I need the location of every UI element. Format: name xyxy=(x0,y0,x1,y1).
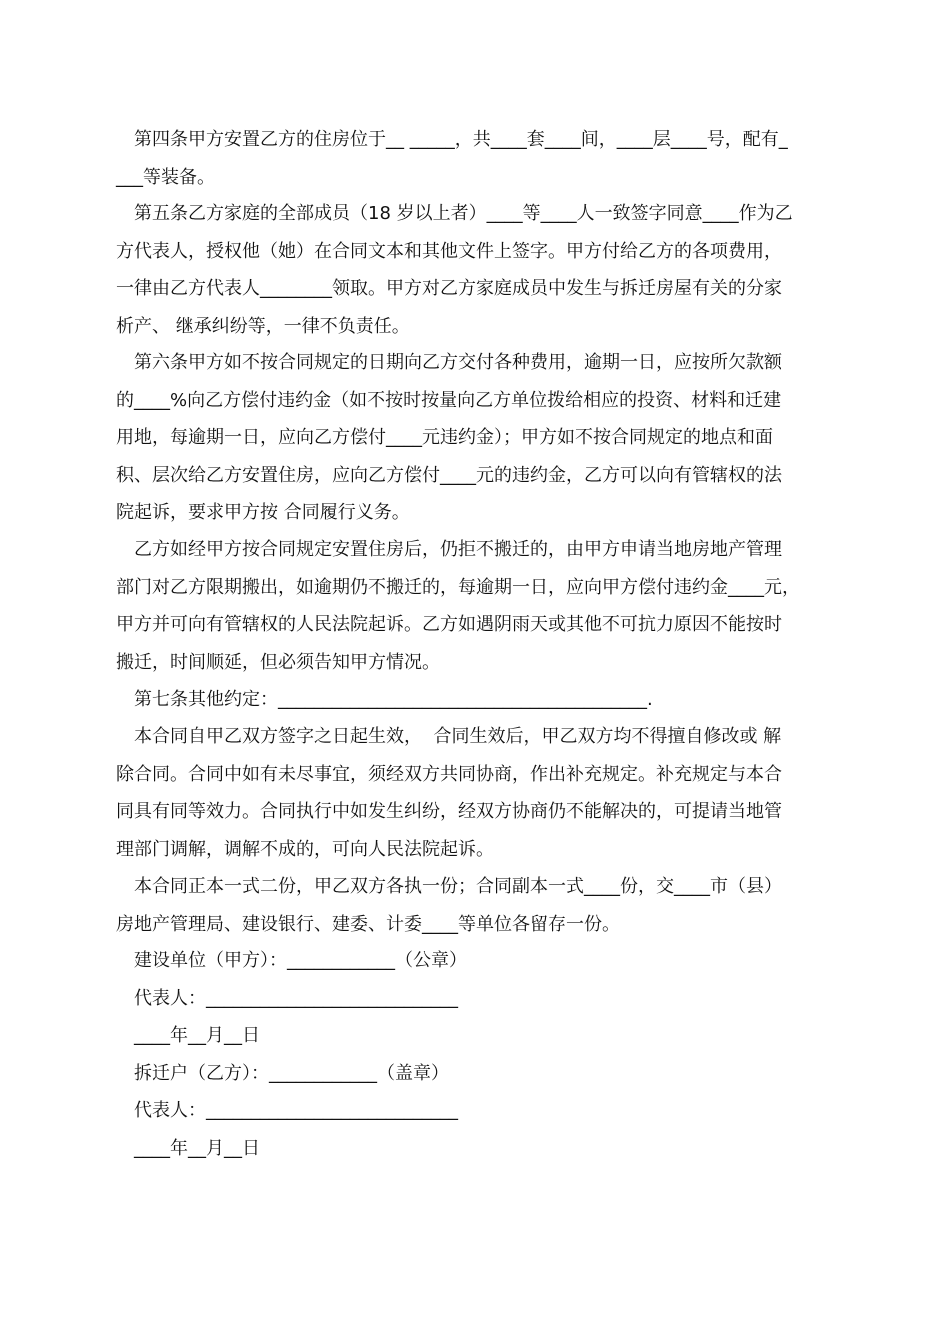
text-line: 部门对乙方限期搬出，如逾期仍不搬迁的，每逾期一日，应向甲方偿付违约金____元， xyxy=(116,576,800,598)
text-line: 用地，每逾期一日，应向乙方偿付____元违约金）；甲方如不按合同规定的地点和面 xyxy=(116,427,773,448)
paragraph-article-7 xyxy=(116,681,846,719)
text-line: 积、层次给乙方安置住房，应向乙方偿付____元的违约金，乙方可以向有管辖权的法 xyxy=(116,464,782,486)
party-b-signature-line: 拆迁户（乙方）：____________（盖章） xyxy=(134,1063,449,1084)
text-line: 同具有同等效力。合同执行中如发生纠纷，经双方协商仍不能解决的，可提请当地管 xyxy=(116,801,782,822)
text-line: 析产、 继承纠纷等，一律不负责任。 xyxy=(116,315,410,337)
paragraph-article-4 xyxy=(116,121,846,196)
party-a-date-line: ____年__月__日 xyxy=(134,1025,260,1046)
text-line: 院起诉，要求甲方按 合同履行义务。 xyxy=(116,502,410,523)
text-line: 一律由乙方代表人________领取。甲方对乙方家庭成员中发生与拆迁房屋有关的分家 xyxy=(116,278,782,299)
text-line: 房地产管理局、建设银行、建委、计委____等单位各留存一份。 xyxy=(116,913,620,935)
text-line: 方代表人，授权他（她）在合同文本和其他文件上签字。甲方付给乙方的各项费用， xyxy=(116,240,782,262)
paragraph-article-6 xyxy=(116,344,846,532)
text-line: 第七条其他约定：_________________________________________. xyxy=(134,689,653,710)
paragraph-effectiveness xyxy=(116,718,846,868)
paragraph-article-5 xyxy=(116,195,846,345)
text-line: 除合同。合同中如有未尽事宜，须经双方共同协商，作出补充规定。补充规定与本合 xyxy=(116,763,782,785)
text-line: 本合同自甲乙双方签字之日起生效， 合同生效后，甲乙双方均不得擅自修改或 解 xyxy=(134,726,782,747)
text-line: 搬迁，时间顺延，但必须告知甲方情况。 xyxy=(116,651,440,673)
paragraph-copies xyxy=(116,868,846,943)
text-line: 第四条甲方安置乙方的住房位于__ _____，共____套____间，____层____号，配有_ xyxy=(134,129,788,150)
text-line: 甲方并可向有管辖权的人民法院起诉。乙方如遇阴雨天或其他不可抗力原因不能按时 xyxy=(116,614,782,635)
paragraph-article-6-cont xyxy=(116,531,846,681)
party-a-representative-line: 代表人：____________________________ xyxy=(134,988,458,1009)
text-line: 本合同正本一式二份，甲乙双方各执一份；合同副本一式____份，交____市（县） xyxy=(134,876,782,897)
text-line: ___等装备。 xyxy=(116,166,215,188)
text-line: 理部门调解，调解不成的，可向人民法院起诉。 xyxy=(116,838,494,860)
text-line: 第六条甲方如不按合同规定的日期向乙方交付各种费用，逾期一日，应按所欠款额 xyxy=(134,352,782,373)
text-line: 第五条乙方家庭的全部成员（18 岁以上者）____等____人一致签字同意____作为乙 xyxy=(134,203,793,224)
party-b-date-line: ____年__月__日 xyxy=(134,1138,260,1159)
text-line: 乙方如经甲方按合同规定安置住房后，仍拒不搬迁的，由甲方申请当地房地产管理 xyxy=(134,539,782,560)
party-a-signature-line: 建设单位（甲方）：____________（公章） xyxy=(134,950,467,971)
text-line: 的____%向乙方偿付违约金（如不按时按量向乙方单位拨给相应的投资、材料和迁建 xyxy=(116,389,782,411)
party-b-representative-line: 代表人：____________________________ xyxy=(134,1100,458,1121)
